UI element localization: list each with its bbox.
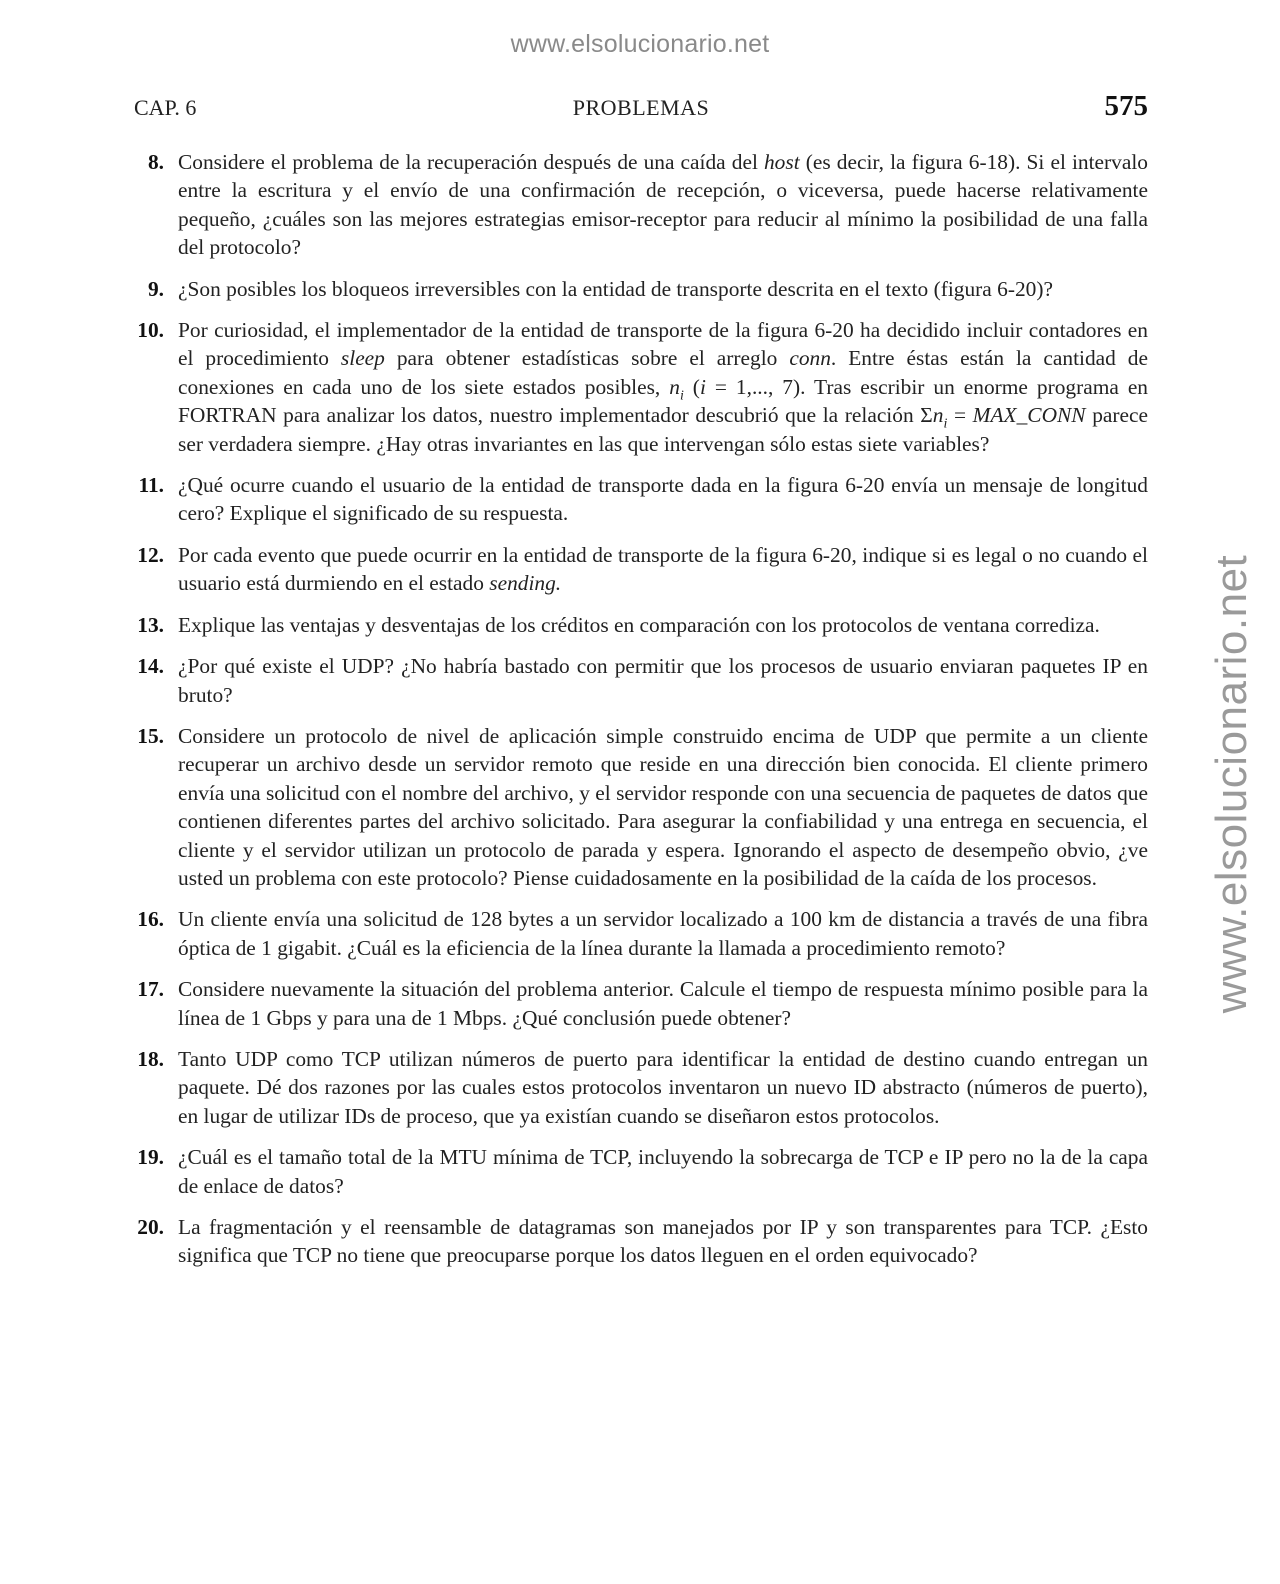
problem-text [178, 150, 1148, 259]
text-segment: parece ser verdadera siempre. ¿Hay otras invariantes en las que intervengan sólo estas siete variables? [178, 403, 1148, 456]
problem-number: 9. [147, 276, 164, 301]
watermark-top: www.elsolucionario.net [510, 30, 770, 58]
problem-text [178, 473, 1148, 525]
problem-number: 20. [137, 1215, 164, 1239]
problem-item [134, 975, 1148, 1032]
italic-term: i [699, 374, 706, 399]
problem-number: 19. [137, 1145, 164, 1170]
problem-item [134, 471, 1148, 528]
text-segment: para obtener estadísticas sobre el arreglo [384, 346, 790, 371]
italic-term: n [669, 374, 680, 399]
text-segment: (es decir, la figura 6-18). Si el intervalo entre la escritura y el envío de una confirmación de recepción, o viceversa, puede hacerse relativamente pequeño, ¿cuáles son las mejores estrategias emisor-receptor para reducir al mínimo la posibilidad de una falla del protocolo? [178, 150, 1148, 260]
problem-text [178, 654, 1148, 706]
problem-text [178, 613, 1100, 637]
italic-term: sleep [340, 346, 385, 371]
text-segment: Por curiosidad, el implementador de la entidad de transporte de la figura 6-20 ha decidido incluir contadores en el procedimiento [178, 318, 1148, 371]
text-segment: Considere un protocolo de nivel de aplicación simple construido encima de UDP que permite a un cliente recuperar un archivo desde un servidor remoto que reside en una dirección bien conocida. El cliente primero envía una solicitud con el nombre del archivo, y el servidor responde con una secuencia de paquetes de datos que contienen diferentes partes del archivo solicitado. Para asegurar la confiabilidad y una entrega en secuencia, el cliente y el servidor utilizan un protocolo de parada y espera. Ignorando el aspecto de desempeño obvio, ¿ve usted un problema con este protocolo? Piense cuidadosamente en la posibilidad de la caída de los procesos. [178, 723, 1148, 890]
page-number: 575 [1104, 90, 1148, 122]
problem-item [134, 316, 1148, 458]
watermark-side: www.elsolucionario.net [1207, 554, 1256, 1014]
text-segment: ¿Son posibles los bloqueos irreversibles con la entidad de transporte descrita en el texto (figura 6-20)? [178, 276, 1053, 301]
problem-number: 12. [137, 542, 164, 567]
italic-term: n [932, 403, 944, 428]
problem-item [134, 148, 1148, 262]
italic-term: MAX_CONN [972, 403, 1086, 428]
problem-text [178, 1215, 1148, 1267]
italic-term: sending. [489, 571, 562, 596]
text-segment: Considere el problema de la recuperación después de una caída del [178, 150, 764, 174]
problem-text [178, 907, 1148, 959]
problem-text [178, 1145, 1148, 1197]
text-segment: Un cliente envía una solicitud de 128 bytes a un servidor localizado a 100 km de distancia a través de una fibra óptica de 1 gigabit. ¿Cuál es la eficiencia de la línea durante la llamada a procedimiento remoto? [178, 907, 1148, 960]
math-subscript: i [679, 388, 684, 404]
problem-item [134, 1143, 1148, 1200]
text-segment: Considere nuevamente la situación del problema anterior. Calcule el tiempo de respuesta mínimo posible para la línea de 1 Gbps y para una de 1 Mbps. ¿Qué conclusión puede obtener? [178, 977, 1148, 1030]
chapter-label: CAP. 6 [134, 95, 197, 120]
italic-term: host [763, 150, 800, 174]
problem-number: 8. [147, 150, 164, 174]
math-subscript: i [943, 416, 948, 432]
problem-text [178, 724, 1148, 890]
problem-number: 15. [137, 723, 164, 748]
problem-item [134, 541, 1148, 598]
problem-number: 11. [138, 473, 164, 498]
problem-text [178, 543, 1148, 595]
text-segment: Tanto UDP como TCP utilizan números de puerto para identificar la entidad de destino cuando entregan un paquete. Dé dos razones por las cuales estos protocolos inventaron un nuevo ID abstracto (números de puerto), en lugar de utilizar IDs de proceso, que ya existían cuando se diseñaron estos protocolos. [178, 1046, 1148, 1128]
problem-item [134, 611, 1148, 639]
problem-item [134, 652, 1148, 709]
problem-text [178, 1047, 1148, 1128]
problem-item [134, 905, 1148, 962]
text-segment: ¿Qué ocurre cuando el usuario de la entidad de transporte dada en la figura 6-20 envía un mensaje de longitud cero? Explique el significado de su respuesta. [178, 473, 1148, 526]
italic-term: conn [789, 346, 831, 371]
problem-text [178, 318, 1148, 456]
problem-number: 17. [137, 977, 164, 1002]
problem-number: 18. [137, 1046, 164, 1071]
problem-number: 13. [137, 612, 164, 637]
text-segment: ¿Por qué existe el UDP? ¿No habría bastado con permitir que los procesos de usuario enviaran paquetes IP en bruto? [178, 654, 1148, 707]
problem-item [134, 1213, 1148, 1270]
section-title: PROBLEMAS [572, 95, 710, 120]
problem-text [178, 977, 1148, 1029]
text-segment: Por cada evento que puede ocurrir en la entidad de transporte de la figura 6-20, indique si es legal o no cuando el usuario está durmiendo en el estado [178, 542, 1148, 596]
problem-text [178, 277, 1053, 301]
text-segment: La fragmentación y el reensamble de datagramas son manejados por IP y son transparentes para TCP. ¿Esto significa que TCP no tiene que preocuparse porque los datos lleguen en el orden equivocado? [178, 1215, 1148, 1268]
text-segment: ( [683, 374, 700, 399]
problem-number: 10. [137, 318, 164, 343]
problem-item [134, 1045, 1148, 1130]
problem-item [134, 722, 1148, 892]
problem-item [134, 275, 1148, 303]
text-segment: Explique las ventajas y desventajas de los créditos en comparación con los protocolos de ventana corrediza. [178, 612, 1100, 637]
problem-number: 16. [137, 907, 164, 932]
problem-number: 14. [137, 654, 164, 679]
text-segment: = [947, 403, 973, 428]
text-segment: = 1,..., 7). Tras escribir un enorme programa en FORTRAN para analizar los datos, nuestro implementador descubrió que la relación Σ [178, 374, 1149, 428]
text-segment: ¿Cuál es el tamaño total de la MTU mínima de TCP, incluyendo la sobrecarga de TCP e IP pero no la de la capa de enlace de datos? [178, 1145, 1148, 1198]
text-segment: . Entre éstas están la cantidad de conexiones en cada uno de los siete estados posibles, [178, 346, 1148, 399]
problem-list [134, 148, 1148, 1283]
running-head [134, 90, 1148, 130]
